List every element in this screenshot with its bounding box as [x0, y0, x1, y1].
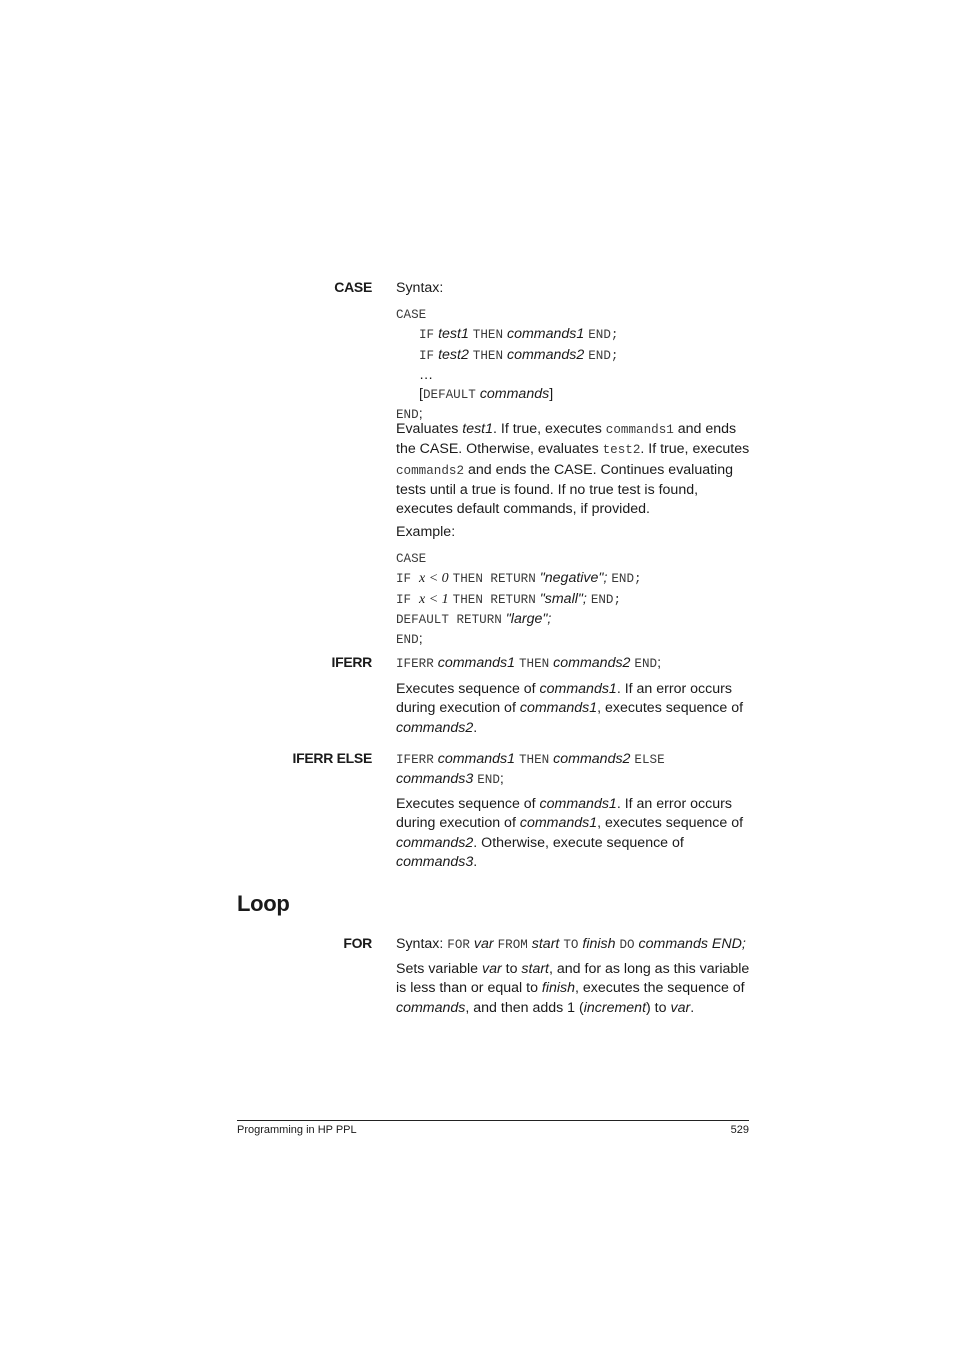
case-example-label: Example:: [396, 524, 456, 540]
page-number: 529: [730, 1124, 749, 1136]
code-line: END;: [396, 406, 423, 423]
iferr-syntax: IFERR commands1 THEN commands2 END;: [396, 655, 662, 671]
footer-rule: [237, 1120, 749, 1121]
footer-title: Programming in HP PPL: [237, 1124, 357, 1136]
case-example-block: [396, 549, 756, 650]
code-line: END;: [396, 631, 423, 648]
case-syntax-block: [396, 305, 756, 426]
code-line: DEFAULT RETURN "large";: [396, 610, 552, 627]
code-line: IF test2 THEN commands2 END;: [419, 346, 619, 363]
case-syntax-label: Syntax:: [396, 280, 444, 296]
code-line: CASE: [396, 552, 427, 566]
code-line: [DEFAULT commands]: [419, 386, 554, 403]
code-line: IF test1 THEN commands1 END;: [419, 326, 619, 343]
term-case: CASE: [334, 279, 372, 295]
for-syntax: Syntax: FOR var FROM start TO finish DO commands END;: [396, 936, 746, 952]
case-description: Evaluates test1. If true, executes commands1 and ends the CASE. Otherwise, evaluates test2. If true, executes commands2 and ends the CASE. Continues evaluating tests until a true is found. If no true test is found, executes default commands, if provided.: [396, 421, 750, 518]
iferr-else-description: Executes sequence of commands1. If an error occurs during execution of commands1, executes sequence of commands2. Otherwise, execute sequence of commands3.: [396, 796, 744, 870]
term-for: FOR: [343, 935, 372, 951]
code-line: IF x < 1 THEN RETURN "small"; END;: [396, 590, 622, 607]
for-description: Sets variable var to start, and for as long as this variable is less than or equal to finish, executes the sequence of commands, and then adds 1 (increment) to var.: [396, 961, 750, 1016]
code-line: CASE: [396, 308, 427, 322]
code-line: IF x < 0 THEN RETURN "negative"; END;: [396, 570, 642, 587]
code-line: …: [419, 366, 434, 383]
term-iferr-else: IFERR ELSE: [292, 750, 372, 766]
section-heading-loop: Loop: [237, 891, 290, 916]
iferr-else-syntax: IFERR commands1 THEN commands2 ELSE commands3 END;: [396, 751, 665, 788]
iferr-description: Executes sequence of commands1. If an error occurs during execution of commands1, executes sequence of commands2.: [396, 681, 744, 736]
term-iferr: IFERR: [331, 654, 372, 670]
